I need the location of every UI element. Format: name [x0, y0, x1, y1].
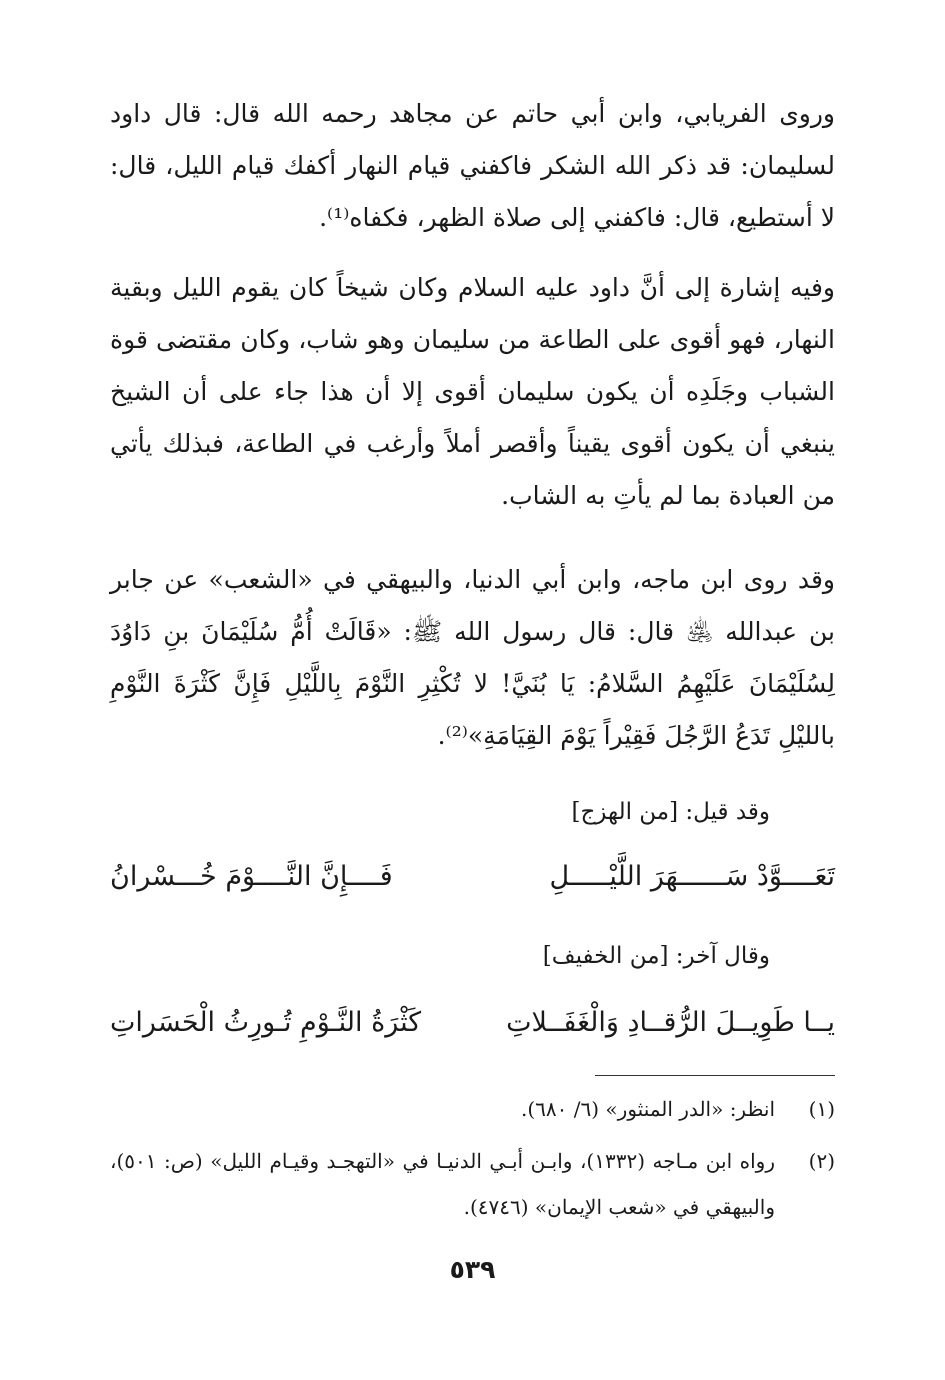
verse-first-hemistich: يــا طَوِيــلَ الرُّقــادِ وَالْغَفَــلاتِ: [506, 1007, 835, 1038]
footnote-text: انظر: «الدر المنثور» (٦/ ٦٨٠).: [521, 1097, 775, 1121]
paragraph-hadith-jabir: وقد روى ابن ماجه، وابن أبي الدنيا، والبيهقي في «الشعب» عن جابر بن عبدالله ﵁ قال: قال رسول الله ﷺ: «قَالَتْ أُمُّ سُلَيْمَانَ بنِ دَاوُدَ لِسُلَيْمَانَ عَلَيْهِمُ السَّلامُ: يَا بُنَيَّ! لا تُكْثِرِ النَّوْمَ بِاللَّيْلِ فَإِنَّ كَثْرَةَ النَّوْمِ بالليْلِ تَدَعُ الرَّجُلَ فَقِيْراً يَوْمَ القِيَامَةِ»⁽²⁾.: [110, 565, 835, 750]
footnote: [110, 1086, 835, 1132]
footnote-text: رواه ابن مـاجه (١٣٣٢)، وابـن أبـي الدنيـا في «التهجـد وقيـام الليل» (ص: ٥٠١)، والبيهقي في «شعب الإيمان» (٤٧٤٦).: [110, 1149, 775, 1219]
verse-second-hemistich: فَــــإِنَّ النَّــــوْمَ خُـــسْرانُ: [110, 861, 393, 892]
page-number: ٥٣٩: [449, 1255, 496, 1284]
verse-first-hemistich: تَعَــــوَّدْ سَــــــهَرَ اللَّيْـــــلِ: [549, 861, 835, 892]
footnote: [110, 1138, 835, 1230]
poem-verse: [110, 998, 835, 1048]
paragraph-mujahid-narration: وروى الفريابي، وابن أبي حاتم عن مجاهد رحمه الله قال: قال داود لسليمان: قد ذكر الله الشكر فاكفني قيام النهار أكفك قيام الليل، قال: لا أستطيع، قال: فاكفني إلى صلاة الظهر، فكفاه⁽¹⁾.: [110, 99, 836, 232]
footnote-separator: [595, 1075, 835, 1076]
verse-second-hemistich: كَثْرَةُ النَّـوْمِ تُـورِثُ الْحَسَراتِ: [110, 1007, 422, 1038]
poem-intro-hazaj: وقد قيل: [من الهزج]: [571, 799, 770, 825]
footnote-number: (١): [808, 1097, 835, 1121]
poem-verse: [110, 852, 835, 902]
paragraph-dawud-commentary: وفيه إشارة إلى أنَّ داود عليه السلام وكان شيخاً كان يقوم الليل وبقية النهار، فهو أقوى على الطاعة من سليمان وهو شاب، وكان مقتضى قوة الشباب وجَلَدِه أن يكون سليمان أقوى إلا أن هذا جاء على أن الشيخ ينبغي أن يكون أقوى يقيناً وأقصر أملاً وأرغب في الطاعة، فبذلك يأتي من العبادة بما لم يأتِ به الشاب.: [110, 273, 835, 510]
footnote-number: (٢): [808, 1149, 835, 1173]
poem-intro-khafif: وقال آخر: [من الخفيف]: [542, 943, 770, 969]
